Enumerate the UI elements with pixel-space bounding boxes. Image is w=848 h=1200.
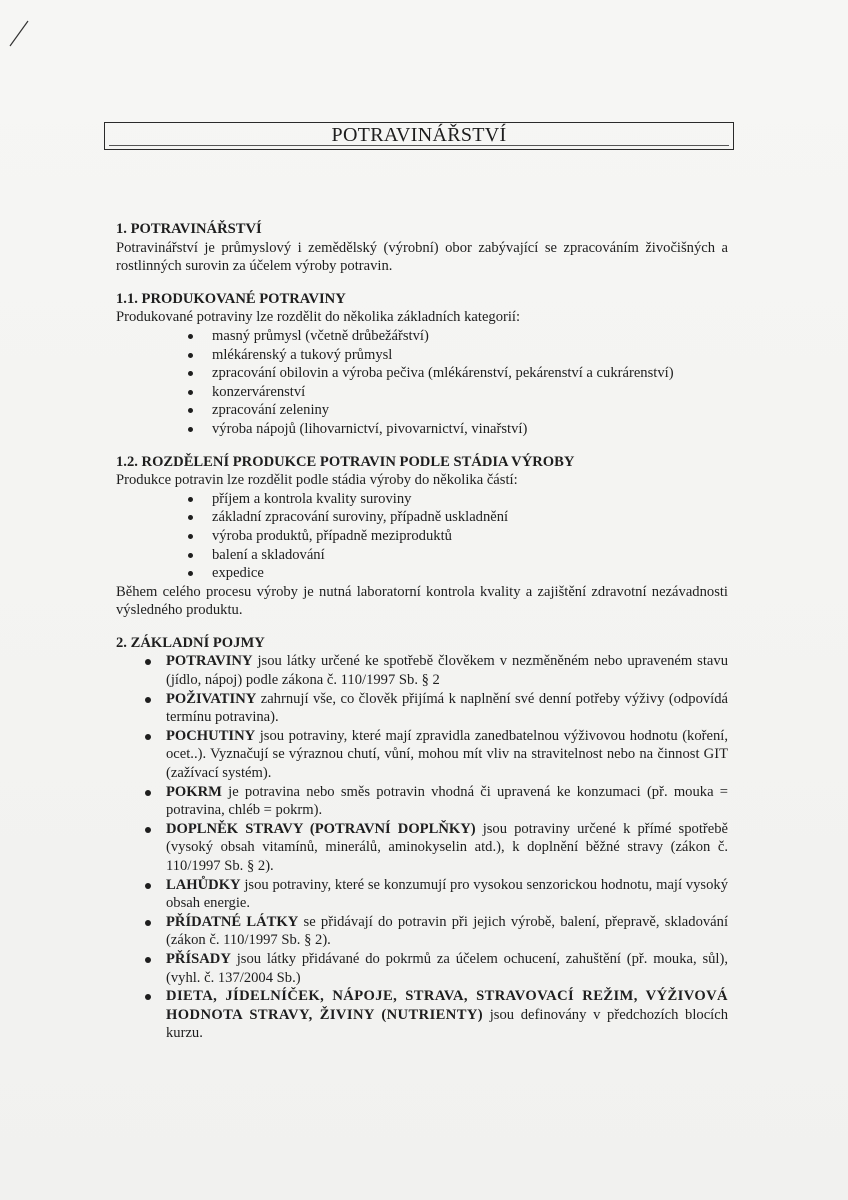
definition-list [116,652,728,1042]
paragraph: Produkované potraviny lze rozdělit do několika základních kategorií: [116,309,521,326]
bullet-icon [188,515,193,520]
list-item: základní zpracování suroviny, případně uskladnění [186,508,728,527]
definition: jsou látky přidávané do pokrmů za účelem ochucení, zahuštění (př. mouka, sůl), (vyhl. č. 137/2004 Sb.) [166,950,728,986]
bullet-icon [145,659,151,665]
list-item: mlékárenský a tukový průmysl [186,346,728,365]
paragraph: Produkce potravin lze rozdělit podle stádia výroby do několika částí: [116,472,518,489]
term: PŘÍDATNÉ LÁTKY [166,913,299,930]
definition: jsou látky určené ke spotřebě člověkem v nezměněném nebo upraveném stavu (jídlo, nápoj) podle zákona č. 110/1997 Sb. § 2 [166,653,728,689]
definition: je potravina nebo směs potravin vhodná či upravená ke konzumaci (př. mouka = potravina, chléb = pokrm). [166,783,728,819]
definition: se přidávají do potravin při jejich výrobě, balení, přepravě, skladování (zákon č. 110/1997 Sb. § 2). [166,913,728,949]
document-body [116,220,728,1057]
bullet-icon [145,883,151,889]
definition-item [140,783,728,820]
term: DIETA, JÍDELNÍČEK, NÁPOJE, STRAVA, STRAVOVACÍ REŽIM, VÝŽIVOVÁ HODNOTA STRAVY, ŽIVINY (NUTRIENTY) [166,988,728,1023]
term: POTRAVINY [166,653,253,670]
definition-item [140,727,728,783]
bullet-icon [188,334,193,339]
bullet-icon [188,371,193,376]
stage-list [116,490,728,583]
section-heading: 1.1. PRODUKOVANÉ POTRAVINY [116,290,346,307]
definition-item [140,987,728,1043]
definition-item [140,652,728,689]
list-item: výroba nápojů (lihovarnictví, pivovarnictví, vinařství) [186,420,728,439]
list-item: masný průmysl (včetně drůbežářství) [186,327,728,346]
section-1-2 [116,453,728,620]
bullet-icon [188,390,193,395]
definition: jsou potraviny, které se konzumují pro vysokou senzorickou hodnotu, mají vysoký obsah energie. [166,876,728,912]
pen-mark [6,18,36,48]
list-item: výroba produktů, případně meziproduktů [186,527,728,546]
bullet-icon [188,553,193,558]
definition: zahrnují vše, co člověk přijímá k naplnění své denní potřeby výživy (odpovídá termínu potravina). [166,690,728,726]
bullet-icon [145,994,151,1000]
list-item: balení a skladování [186,546,728,565]
bullet-icon [145,827,151,833]
bullet-icon [145,734,151,740]
paragraph: Potravinářství je průmyslový i zemědělský (výrobní) obor zabývající se zpracováním živočišných a rostlinných surovin za účelem výroby potravin. [116,239,728,275]
bullet-icon [145,920,151,926]
definition-item [140,913,728,950]
term: POŽIVATINY [166,690,257,707]
bullet-icon [188,353,193,358]
term: POCHUTINY [166,727,256,744]
bullet-icon [188,497,193,502]
definition-item [140,820,728,876]
bullet-icon [188,571,193,576]
bullet-icon [145,790,151,796]
bullet-icon [188,408,193,413]
definition: jsou potraviny určené k přímé spotřebě (vysoký obsah vitamínů, minerálů, aminokyselin atd.), k doplnění běžné stravy (zákon č. 110/1997 Sb. § 2). [166,820,728,874]
bullet-icon [145,697,151,703]
paragraph: Během celého procesu výroby je nutná laboratorní kontrola kvality a zajištění zdravotní nezávadnosti výsledného produktu. [116,583,728,619]
section-heading: 2. ZÁKLADNÍ POJMY [116,634,265,651]
list-item: zpracování zeleniny [186,401,728,420]
category-list [116,327,728,439]
section-1 [116,220,728,276]
list-item: expedice [186,564,728,583]
section-2 [116,634,728,1043]
bullet-icon [188,427,193,432]
term: DOPLNĚK STRAVY (POTRAVNÍ DOPLŇKY) [166,820,476,837]
section-1-1 [116,290,728,439]
bullet-icon [145,957,151,963]
title-box [104,122,734,150]
definition-item [140,876,728,913]
definition-item [140,690,728,727]
list-item: zpracování obilovin a výroba pečiva (mlékárenství, pekárenství a cukrárenství) [186,364,728,383]
definition: jsou potraviny, které mají zpravidla zanedbatelnou výživovou hodnotu (koření, ocet..). Vyznačují se výraznou chutí, vůní, mohou mít vliv na stravitelnost nebo na činnost GIT (zažívací systém). [166,727,728,782]
section-heading: 1.2. ROZDĚLENÍ PRODUKCE POTRAVIN PODLE STÁDIA VÝROBY [116,453,575,470]
list-item: konzervárenství [186,383,728,402]
term: PŘÍSADY [166,950,231,967]
definition: jsou definovány v předchozích blocích kurzu. [166,1006,728,1042]
section-heading: 1. POTRAVINÁŘSTVÍ [116,221,262,237]
term: LAHŮDKY [166,876,241,893]
bullet-icon [188,534,193,539]
definition-item [140,950,728,987]
term: POKRM [166,783,222,800]
list-item: příjem a kontrola kvality suroviny [186,490,728,509]
document-title: POTRAVINÁŘSTVÍ [331,124,507,146]
